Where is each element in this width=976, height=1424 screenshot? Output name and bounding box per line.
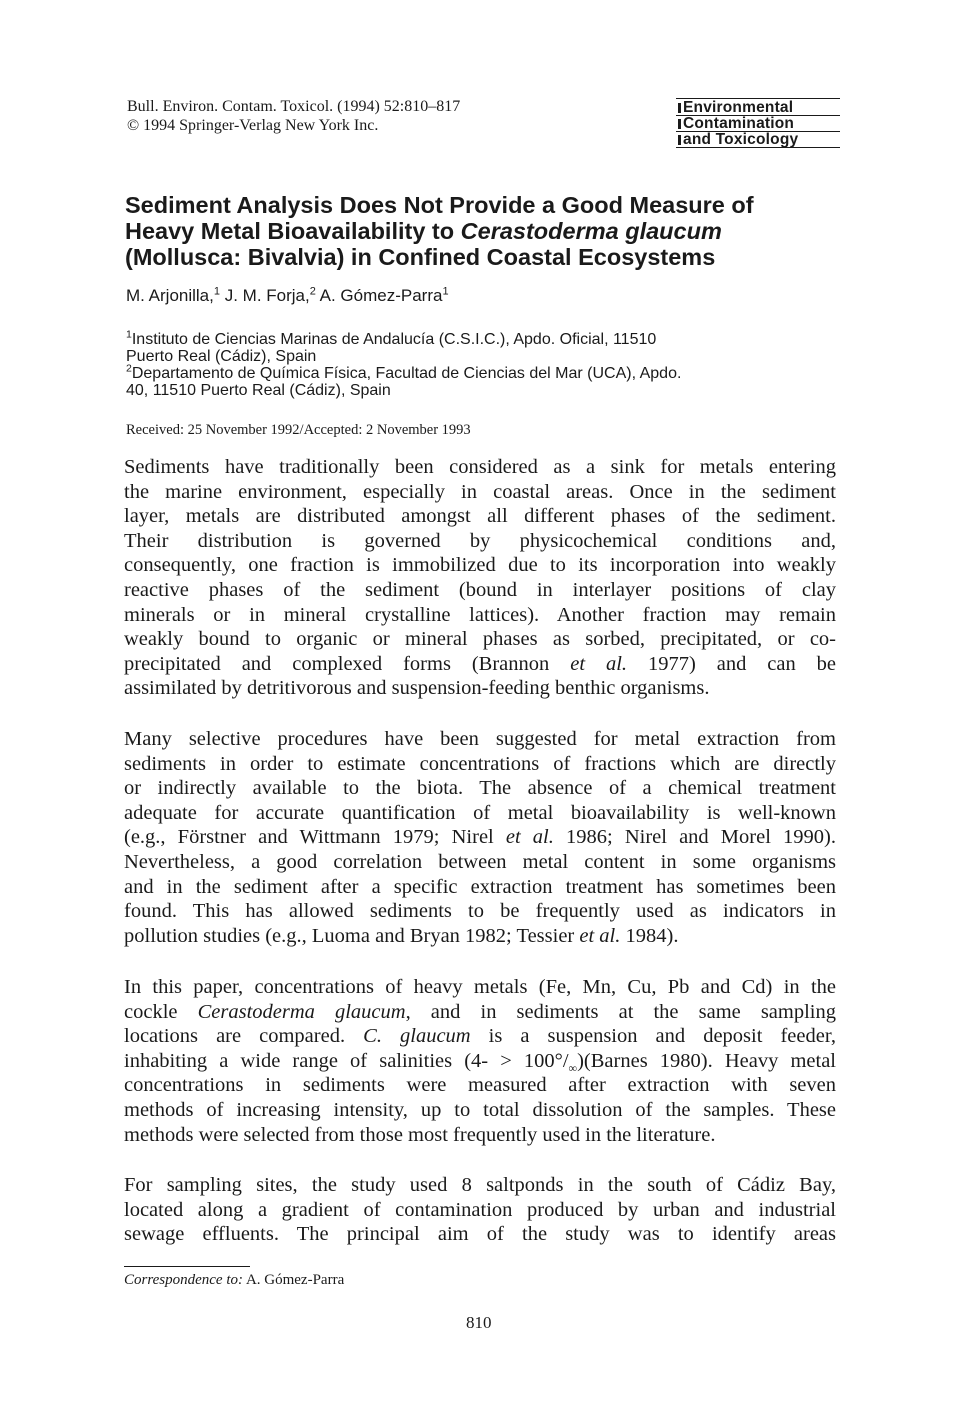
text-line: assimilated by detritivorous and suspension-feeding benthic organisms. (124, 677, 710, 700)
affiliation-line: 40, 11510 Puerto Real (Cádiz), Spain (126, 382, 391, 399)
text-line: located along a gradient of contamination produced by urban and industrial (124, 1198, 836, 1221)
text-line: methods were selected from those most frequently used in the literature. (124, 1123, 716, 1146)
correspondence-footnote (124, 1271, 344, 1289)
text-line (124, 1000, 836, 1025)
footnote-divider (124, 1266, 250, 1267)
body-paragraph (124, 455, 836, 701)
text-line (124, 825, 836, 850)
text-run: 1984). (620, 924, 679, 947)
citation-etal: et al. (570, 652, 628, 675)
species-name: Cerastoderma glaucum (460, 218, 722, 244)
citation-line: Bull. Environ. Contam. Toxicol. (1994) 52:810–817 (127, 98, 461, 115)
text-line: For sampling sites, the study used 8 saltponds in the south of Cádiz Bay, (124, 1174, 836, 1196)
text-run: cockle (124, 1000, 198, 1023)
title-line: (Mollusca: Bivalvia) in Confined Coastal Ecosystems (125, 244, 716, 270)
text-line: and in the sediment after a specific extraction treatment has sometimes been (124, 875, 836, 898)
text-run: (e.g., Förstner and Wittmann 1979; Nirel (124, 826, 506, 849)
text-line: Nevertheless, a good correlation between metal content in some organisms (124, 850, 836, 873)
text-line: Sediments have traditionally been considered as a sink for metals entering (124, 456, 836, 478)
body-paragraph (124, 727, 836, 948)
affil-marker: 1 (126, 328, 132, 341)
logo-mark-icon (678, 135, 681, 145)
text-line: the marine environment, especially in coastal areas. Once in the sediment (124, 480, 836, 503)
text-line: In this paper, concentrations of heavy metals (Fe, Mn, Cu, Pb and Cd) in the (124, 976, 836, 998)
text-line: reactive phases of the sediment (bound in interlayer positions of clay (124, 578, 836, 601)
text-line: Their distribution is governed by physicochemical conditions and, (124, 529, 836, 552)
text-line: or indirectly available to the biota. The absence of a chemical treatment (124, 777, 836, 800)
salinity-subscript: ∞ (568, 1060, 578, 1075)
text-line: concentrations in sediments were measured after extraction with seven (124, 1074, 836, 1097)
affiliation-text: Instituto de Ciencias Marinas de Andalucía (C.S.I.C.), Apdo. Oficial, 11510 (131, 331, 657, 348)
affiliation-line (126, 328, 681, 348)
affiliations (126, 328, 682, 399)
logo-line: Environmental (683, 99, 794, 116)
species-name: Cerastoderma glaucum (197, 1000, 406, 1023)
logo-line: Contamination (683, 115, 795, 132)
text-run: 1986; Nirel and Morel 1990). (553, 826, 836, 849)
paper-title (125, 192, 845, 270)
text-run: )(Barnes 1980). Heavy metal (577, 1049, 837, 1072)
page-number: 810 (466, 1313, 492, 1332)
text-run: , and in sediments at the same sampling (405, 1000, 836, 1023)
title-text: Heavy Metal Bioavailability to (125, 218, 461, 244)
text-run: precipitated and complexed forms (Brannon (124, 652, 571, 675)
text-line (124, 652, 836, 677)
text-line: found. This has allowed sediments to be frequently used as indicators in (124, 900, 836, 923)
text-line: sewage effluents. The principal aim of the study was to identify areas (124, 1223, 836, 1246)
affiliation-text: Departamento de Química Física, Facultad de Ciencias del Mar (UCA), Apdo. (131, 365, 682, 382)
author-affil-marker: 1 (442, 285, 449, 298)
received-dates: Received: 25 November 1992/Accepted: 2 November 1993 (126, 422, 471, 438)
text-run: 1977) and can be (627, 652, 836, 675)
author-affil-marker: 1 (213, 285, 220, 298)
affil-marker: 2 (126, 362, 132, 375)
text-line: adequate for accurate quantification of metal bioavailability is well-known (124, 801, 836, 824)
title-line: Sediment Analysis Does Not Provide a Good Measure of (125, 192, 754, 218)
author-name: J. M. Forja, (220, 286, 310, 305)
text-line: weakly bound to organic or mineral phases as sorbed, precipitated, or co- (124, 628, 836, 651)
citation-etal: et al. (505, 826, 554, 849)
affiliation-line (126, 362, 682, 382)
title-line (125, 218, 845, 244)
text-line: Many selective procedures have been suggested for metal extraction from (124, 728, 836, 750)
text-line: consequently, one fraction is immobilized due to its incorporation into weakly (124, 554, 836, 577)
logo-mark-icon (678, 103, 681, 113)
journal-logo (676, 98, 840, 148)
body-paragraph (124, 1173, 836, 1247)
species-name: C. glaucum (363, 1025, 471, 1048)
text-run: locations are compared. (124, 1025, 364, 1048)
logo-line: and Toxicology (683, 131, 799, 148)
text-run: inhabiting a wide range of salinities (4- > 100°/ (124, 1049, 569, 1072)
text-line (124, 1024, 836, 1049)
body-paragraph (124, 975, 836, 1147)
text-run: pollution studies (e.g., Luoma and Bryan 1982; Tessier (124, 924, 580, 947)
text-line: methods of increasing intensity, up to total dissolution of the samples. These (124, 1098, 836, 1121)
author-name: M. Arjonilla, (126, 286, 214, 305)
author-list (126, 286, 449, 306)
citation-header (127, 97, 460, 135)
citation-etal: et al. (579, 924, 621, 947)
text-line (124, 1049, 836, 1074)
author-name: A. Gómez-Parra (315, 286, 443, 305)
footnote-name: A. Gómez-Parra (243, 1272, 345, 1288)
text-line: minerals or in mineral crystalline lattices). Another fraction may remain (124, 603, 836, 626)
affiliation-line: Puerto Real (Cádiz), Spain (126, 348, 317, 365)
footnote-label: Correspondence to: (124, 1272, 244, 1288)
author-affil-marker: 2 (309, 285, 316, 298)
text-line (124, 924, 836, 949)
text-line: layer, metals are distributed amongst all different phases of the sediment. (124, 505, 836, 528)
logo-mark-icon (678, 119, 681, 129)
copyright-line: © 1994 Springer-Verlag New York Inc. (127, 117, 379, 134)
text-run: is a suspension and deposit feeder, (470, 1025, 836, 1048)
text-line: sediments in order to estimate concentrations of fractions which are directly (124, 752, 836, 775)
